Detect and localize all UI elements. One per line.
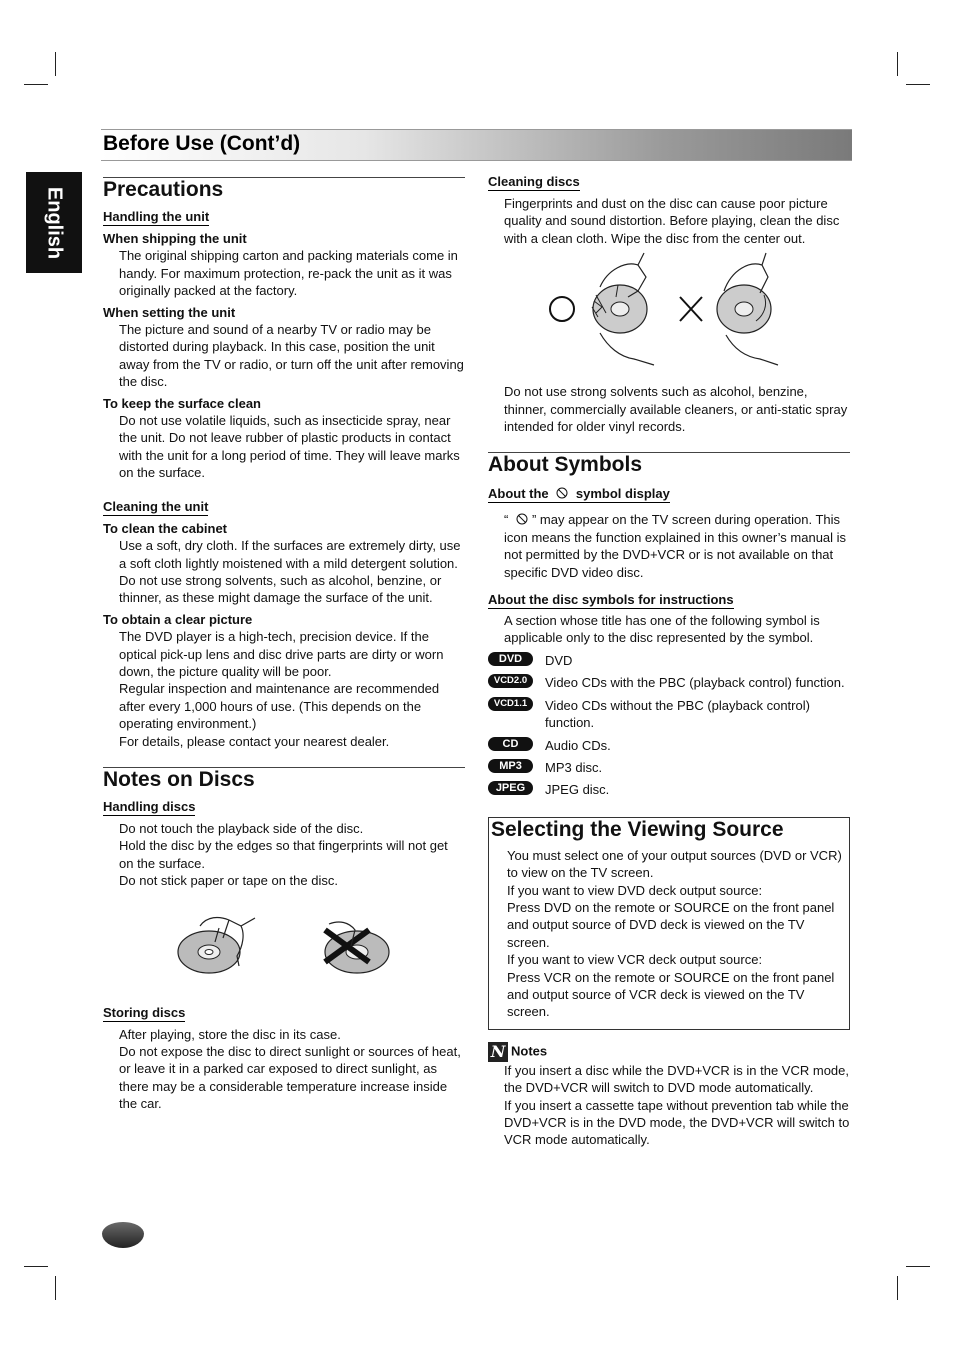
item-text: Regular inspection and maintenance are recommended after every 1,000 hours of use. (This depends on the operating environment.) bbox=[119, 681, 440, 732]
symbol-row bbox=[488, 674, 850, 691]
disc-symbols-title: About the disc symbols for instructions bbox=[488, 592, 734, 608]
text-line: Press DVD on the remote or SOURCE on the front panel and output source of DVD deck is viewed on the TV screen. bbox=[507, 899, 835, 950]
notes-on-discs-title: Notes on Discs bbox=[103, 767, 465, 792]
vcd11-badge: VCD1.1 bbox=[488, 697, 533, 711]
cleaning-illustration bbox=[488, 247, 850, 383]
language-label: English bbox=[43, 186, 66, 259]
about-symbols-title: About Symbols bbox=[488, 452, 850, 477]
item-heading: To keep the surface clean bbox=[103, 395, 261, 411]
symbol-row bbox=[488, 759, 850, 776]
symbol-text: Video CDs with the PBC (playback control) function. bbox=[545, 675, 845, 691]
symbol-display-title bbox=[488, 486, 670, 503]
crop-mark bbox=[55, 1276, 56, 1300]
item-heading: When shipping the unit bbox=[103, 231, 247, 246]
item-text: The original shipping carton and packing materials come in handy. For maximum protection, re-pack the unit as it was originally packed at the factory. bbox=[119, 248, 458, 299]
disc-symbols-text: A section whose title has one of the following symbol is applicable only to the disc represented by the symbol. bbox=[504, 613, 820, 646]
item-text: The DVD player is a high-tech, precision device. If the optical pick-up lens and disc drive parts are dirty or worn down, the picture quality will be poor. bbox=[119, 629, 444, 679]
crop-mark bbox=[906, 84, 930, 85]
item-heading: When setting the unit bbox=[103, 304, 236, 320]
storing-discs-title: Storing discs bbox=[103, 1004, 186, 1020]
symbol-display-body: ” may appear on the TV screen during operation. This icon means the function explained in this owner’s manual is not permitted by the DVD+VCR or is not available on that specific DVD video disc. bbox=[504, 512, 847, 580]
crop-mark bbox=[897, 52, 898, 76]
crop-mark bbox=[55, 52, 56, 76]
correct-icon bbox=[550, 297, 574, 321]
cleaning-unit-title: Cleaning the unit bbox=[103, 498, 209, 514]
mp3-badge: MP3 bbox=[488, 759, 533, 773]
symbol-display-title-a: About the bbox=[488, 486, 549, 502]
text-line: Do not touch the playback side of the disc. bbox=[119, 820, 364, 836]
symbol-display-title-b: symbol display bbox=[575, 486, 670, 502]
vcd20-badge: VCD2.0 bbox=[488, 674, 533, 688]
left-column bbox=[103, 177, 465, 1113]
disc-handling-illustration bbox=[103, 890, 465, 998]
symbol-text: JPEG disc. bbox=[545, 782, 610, 798]
text-line: Do not expose the disc to direct sunlight or sources of heat, or leave it in a parked car exposed to direct sunlight, as there may be a considerable temperature increase inside the car. bbox=[119, 1044, 461, 1112]
cd-badge: CD bbox=[488, 737, 533, 751]
prohibited-icon bbox=[556, 487, 568, 499]
handling-unit-title: Handling the unit bbox=[103, 209, 210, 224]
crop-mark bbox=[906, 1266, 930, 1267]
symbol-text: DVD bbox=[545, 652, 573, 668]
symbol-text: MP3 disc. bbox=[545, 759, 603, 775]
disc-cleaning-illustration bbox=[488, 247, 850, 383]
item-text: Do not use volatile liquids, such as insecticide spray, near the unit. Do not leave rubber of plastic products in contact with the unit for a long period of time. They will leave marks on the surface. bbox=[119, 413, 460, 481]
symbol-text: Video CDs without the PBC (playback control) function. bbox=[545, 697, 810, 731]
crop-mark bbox=[897, 1276, 898, 1300]
crop-mark bbox=[24, 1266, 48, 1267]
notes-icon: N bbox=[488, 1042, 508, 1062]
prohibited-icon bbox=[516, 513, 528, 525]
symbol-row bbox=[488, 781, 850, 798]
notes-title: Notes bbox=[511, 1043, 548, 1059]
cleaning-discs-title: Cleaning discs bbox=[488, 174, 580, 189]
text-line: If you want to view VCR deck output source: bbox=[507, 952, 763, 968]
symbol-row bbox=[488, 652, 850, 669]
language-tab bbox=[26, 172, 82, 273]
symbol-row bbox=[488, 697, 850, 732]
notes-block bbox=[488, 1042, 850, 1149]
text-line: If you insert a cassette tape without prevention tab while the DVD+VCR is in the DVD mode, the DVD+VCR will switch to VCR mode automatically. bbox=[504, 1097, 850, 1148]
dvd-badge: DVD bbox=[488, 652, 533, 666]
viewing-source-title: Selecting the Viewing Source bbox=[491, 817, 784, 841]
cleaning-discs-text: Fingerprints and dust on the disc can cause poor picture quality and sound distortion. Before playing, clean the disc with a clean cloth. Wipe the disc from the center out. bbox=[504, 196, 840, 246]
crop-mark bbox=[24, 84, 48, 85]
banner-title: Before Use (Cont’d) bbox=[103, 132, 301, 155]
symbol-text: Audio CDs. bbox=[545, 737, 611, 753]
section-banner bbox=[101, 129, 852, 161]
item-text: The picture and sound of a nearby TV or radio may be distorted during playback. In this case, position the unit away from the TV or radio, or turn off the unit after removing the disc. bbox=[119, 322, 464, 390]
symbol-display-text bbox=[488, 511, 850, 581]
jpeg-badge: JPEG bbox=[488, 781, 533, 795]
right-column bbox=[488, 173, 850, 1149]
text-line: Do not stick paper or tape on the disc. bbox=[119, 873, 338, 889]
disc-illustration bbox=[103, 890, 465, 998]
symbol-list bbox=[488, 652, 850, 799]
precautions-title: Precautions bbox=[103, 177, 465, 202]
viewing-source-box bbox=[488, 817, 850, 1030]
item-text: Use a soft, dry cloth. If the surfaces are extremely dirty, use a soft cloth lightly moistened with a mild detergent solution. Do not use strong solvents, such as alcohol, benzine, or thinner, as these might damage the surface of the unit. bbox=[119, 538, 461, 606]
text-line: After playing, store the disc in its case. bbox=[119, 1026, 341, 1042]
item-heading: To obtain a clear picture bbox=[103, 611, 253, 627]
text-line: If you want to view DVD deck output source: bbox=[507, 882, 763, 898]
text-line: You must select one of your output sources (DVD or VCR) to view on the TV screen. bbox=[507, 847, 842, 881]
text-line: Press VCR on the remote or SOURCE on the front panel and output source of VCR deck is viewed on the TV screen. bbox=[507, 969, 835, 1020]
item-heading: To clean the cabinet bbox=[103, 520, 228, 536]
handling-discs-title: Handling discs bbox=[103, 798, 196, 814]
cleaning-discs-text2: Do not use strong solvents such as alcohol, benzine, thinner, commercially available cleaners, or anti-static spray intended for older vinyl records. bbox=[504, 384, 848, 435]
text-line: Hold the disc by the edges so that fingerprints will not get on the surface. bbox=[119, 838, 448, 871]
text-line: If you insert a disc while the DVD+VCR is in the VCR mode, the DVD+VCR will switch to DVD mode automatically. bbox=[504, 1062, 850, 1096]
symbol-row bbox=[488, 737, 850, 754]
item-text: For details, please contact your nearest dealer. bbox=[119, 733, 390, 749]
quote-open: “ bbox=[504, 512, 509, 528]
page-number-tab bbox=[102, 1222, 144, 1248]
